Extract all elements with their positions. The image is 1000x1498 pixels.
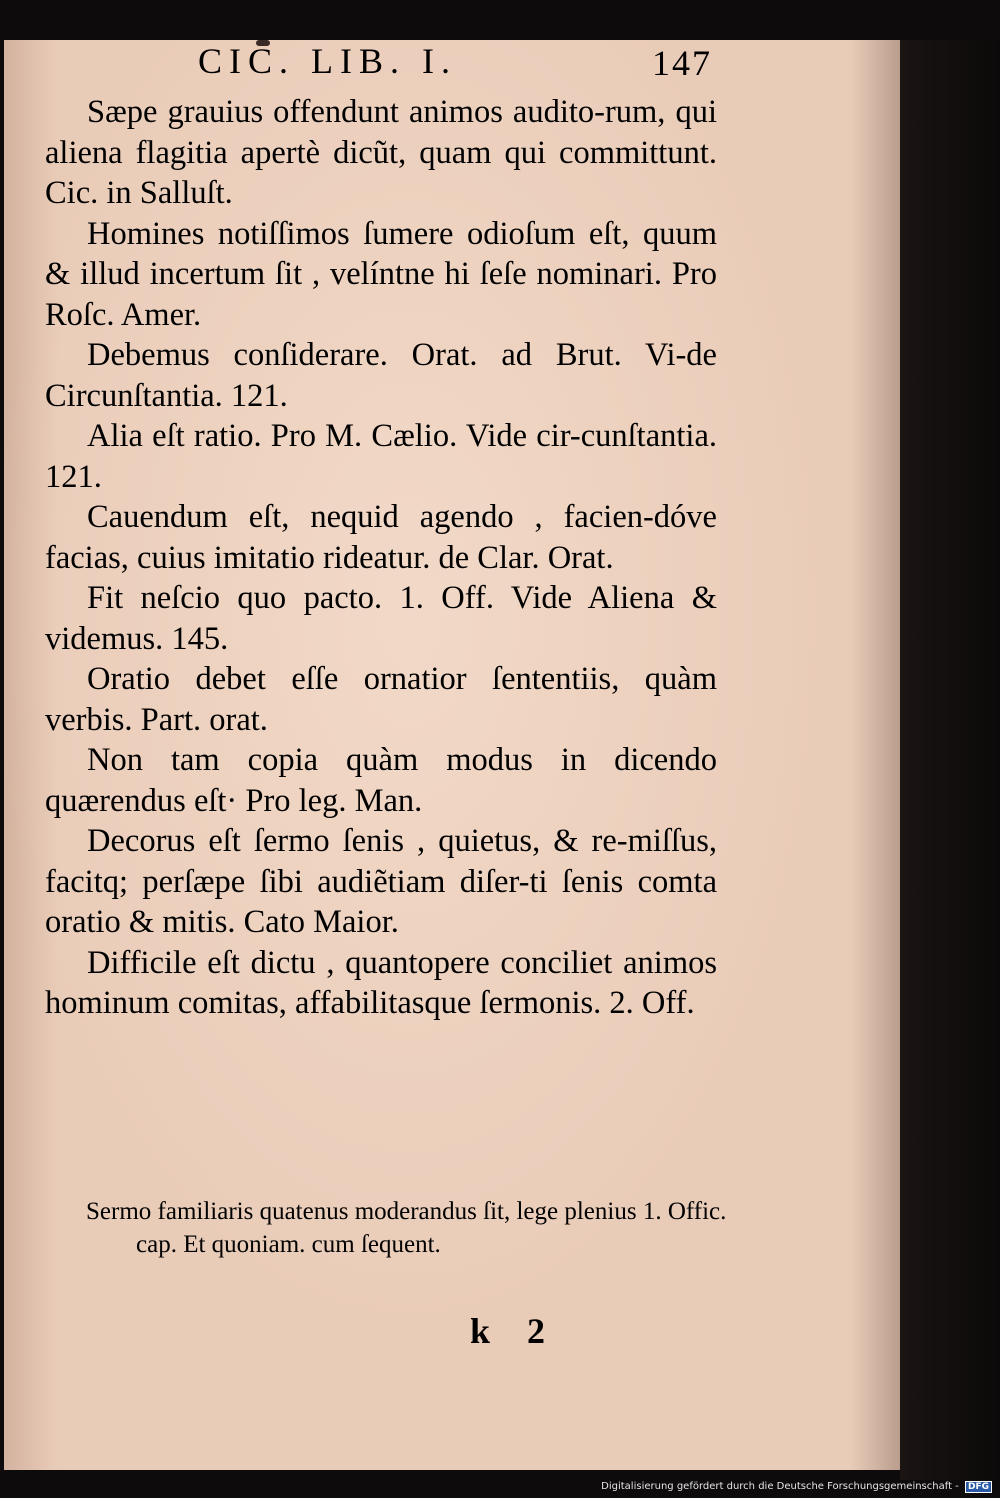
body-text bbox=[45, 92, 717, 1024]
page-header bbox=[0, 40, 900, 90]
entry-5: Cauendum eſt, nequid agendo , facien-dóve facias, cuius imitatio rideatur. de Clar. Orat. bbox=[45, 499, 717, 576]
cross-reference-note: Sermo familiaris quatenus moderandus ſit, lege plenius 1. Offic. cap. Et quoniam. cum ſequent. bbox=[86, 1198, 727, 1258]
signature-mark: k 2 bbox=[470, 1311, 560, 1351]
entry-8: Non tam copia quàm modus in dicendo quærendus eſt· Pro leg. Man. bbox=[45, 742, 717, 819]
running-head: CIC. LIB. I. bbox=[198, 41, 457, 81]
dfg-logo: DFG bbox=[965, 1481, 992, 1493]
entry-3: Debemus conſiderare. Orat. ad Brut. Vi-de Circunſtantia. 121. bbox=[45, 337, 717, 414]
entry-2: Homines notiſſimos ſumere odioſum eſt, quum & illud incertum ſit , velíntne hi ſeſe nominari. Pro Roſc. Amer. bbox=[45, 215, 717, 333]
credit-text: Digitalisierung gefördert durch die Deutsche Forschungsgemeinschaft - bbox=[601, 1481, 959, 1492]
page-number: 147 bbox=[652, 43, 712, 83]
entry-4: Alia eſt ratio. Pro M. Cælio. Vide cir-cunſtantia. 121. bbox=[45, 418, 717, 495]
entry-7: Oratio debet eſſe ornatior ſententiis, quàm verbis. Part. orat. bbox=[45, 661, 717, 738]
entry-10: Difficile eſt dictu , quantopere conciliet animos hominum comitas, affabilitasque ſermonis. 2. Off. bbox=[45, 944, 717, 1021]
page-gutter-shadow bbox=[900, 40, 1000, 1480]
digitization-credit bbox=[601, 1481, 992, 1493]
entry-9: Decorus eſt ſermo ſenis , quietus, & re-miſſus, facitq; perſæpe ſibi audiẽtiam diſer-ti ſenis comta oratio & mitis. Cato Maior. bbox=[45, 823, 717, 940]
entry-6: Fit neſcio quo pacto. 1. Off. Vide Aliena & videmus. 145. bbox=[45, 580, 717, 657]
entry-1: Sæpe grauius offendunt animos audito-rum, qui aliena flagitia apertè dicũt, quam qui committunt. Cic. in Salluſt. bbox=[45, 94, 717, 211]
